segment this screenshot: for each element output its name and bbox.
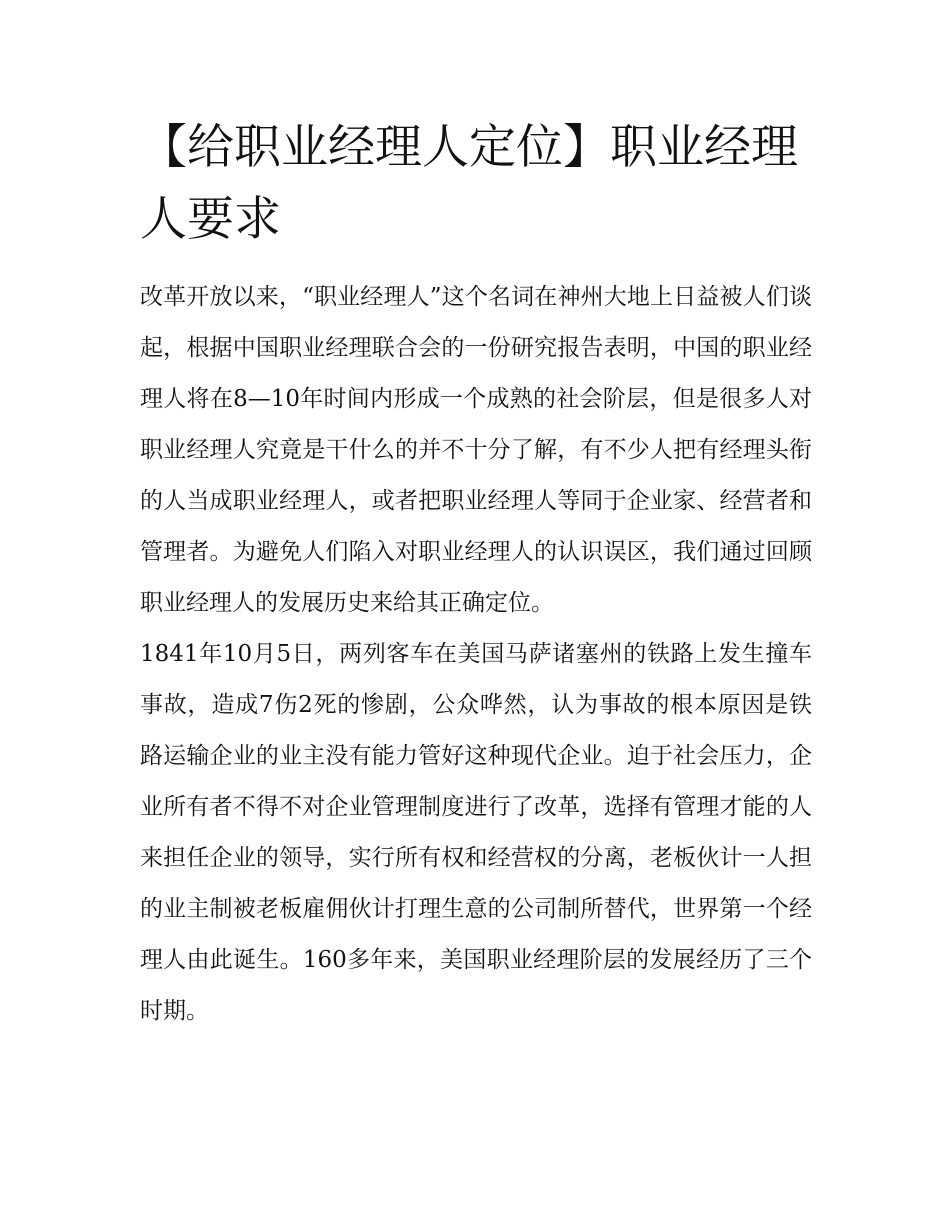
paragraph-history: 1841年10月5日，两列客车在美国马萨诸塞州的铁路上发生撞车事故，造成7伤2死的惨剧，公众哗然，认为事故的根本原因是铁路运输企业的业主没有能力管好这种现代企业。迫于社会压力，企业所有者不得不对企业管理制度进行了改革，选择有管理才能的人来担任企业的领导，实行所有权和经营权的分离，老板伙计一人担的业主制被老板雇佣伙计打理生意的公司制所替代，世界第一个经理人由此诞生。160多年来，美国职业经理阶层的发展经历了三个时期。 — [140, 641, 812, 1024]
document-title: 【给职业经理人定位】职业经理人要求 — [140, 120, 798, 247]
document-content — [140, 112, 812, 1037]
document-body — [140, 272, 812, 1037]
paragraph-intro: 改革开放以来，“职业经理人”这个名词在神州大地上日益被人们谈起，根据中国职业经理联合会的一份研究报告表明，中国的职业经理人将在8—10年时间内形成一个成熟的社会阶层，但是很多人对职业经理人究竟是干什么的并不十分了解，有不少人把有经理头衔的人当成职业经理人，或者把职业经理人等同于企业家、经营者和管理者。为避免人们陷入对职业经理人的认识误区，我们通过回顾职业经理人的发展历史来给其正确定位。 — [140, 284, 812, 616]
